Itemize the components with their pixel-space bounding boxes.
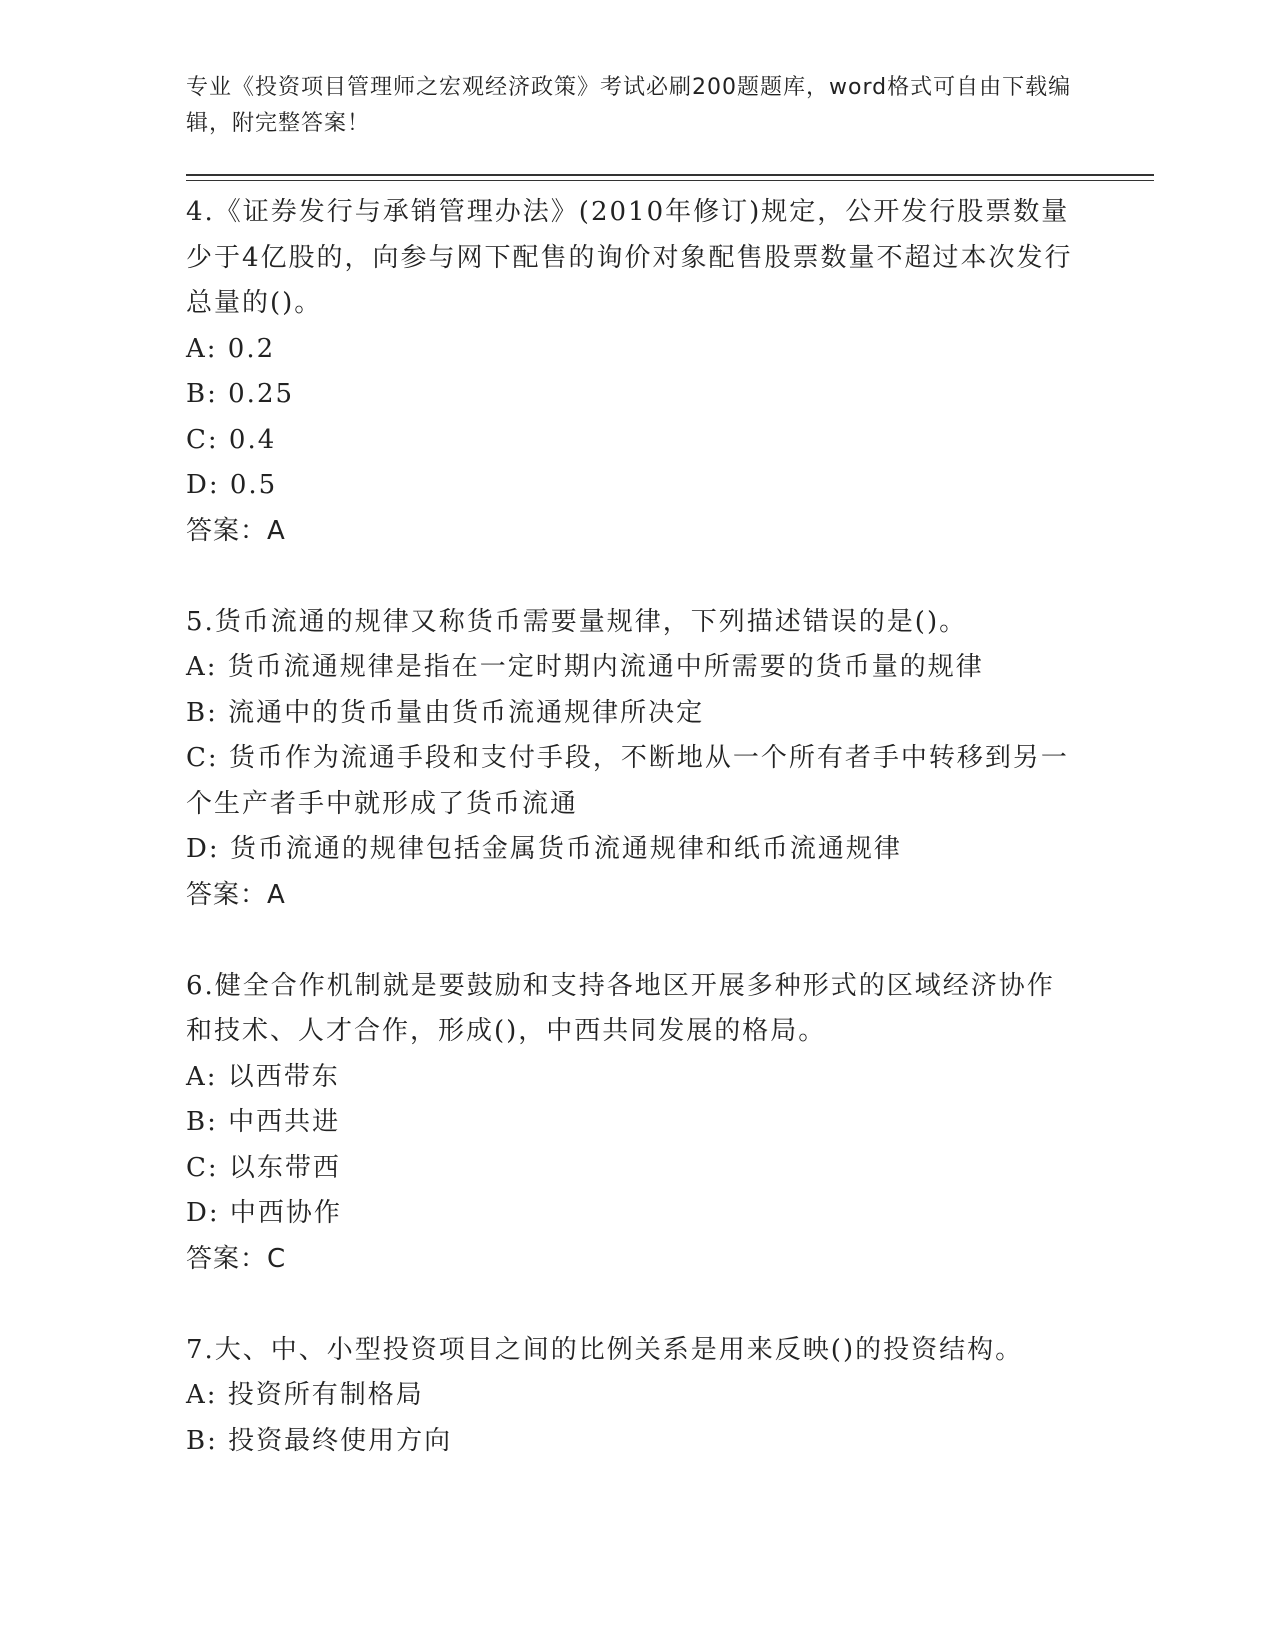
question-list bbox=[186, 190, 1076, 1464]
option-a: A: 投资所有制格局 bbox=[186, 1380, 424, 1410]
answer-line: 答案：A bbox=[186, 515, 286, 546]
question-6 bbox=[186, 964, 1076, 1283]
option-d: D: 货币流通的规律包括金属货币流通规律和纸币流通规律 bbox=[186, 834, 902, 864]
spacer bbox=[186, 554, 1076, 600]
question-4 bbox=[186, 190, 1076, 554]
option-c: C: 货币作为流通手段和支付手段，不断地从一个所有者手中转移到另一个生产者手中就形成了货币流通 bbox=[186, 743, 1069, 819]
option-b: B: 流通中的货币量由货币流通规律所决定 bbox=[186, 697, 705, 728]
question-stem: 4.《证券发行与承销管理办法》(2010年修订)规定，公开发行股票数量少于4亿股的，向参与网下配售的询价对象配售股票数量不超过本次发行总量的()。 bbox=[186, 197, 1073, 318]
option-d: D: 0.5 bbox=[186, 470, 278, 500]
option-a: A: 以西带东 bbox=[186, 1061, 340, 1092]
option-a: A: 0.2 bbox=[186, 333, 276, 364]
option-c: C: 0.4 bbox=[186, 424, 277, 455]
option-b: B: 投资最终使用方向 bbox=[186, 1425, 453, 1456]
option-c: C: 以东带西 bbox=[186, 1152, 341, 1183]
header-divider-thick bbox=[186, 174, 1154, 176]
question-7 bbox=[186, 1328, 1076, 1465]
option-b: B: 中西共进 bbox=[186, 1107, 341, 1137]
option-a: A: 货币流通规律是指在一定时期内流通中所需要的货币量的规律 bbox=[186, 652, 984, 682]
question-stem: 5.货币流通的规律又称货币需要量规律，下列描述错误的是()。 bbox=[186, 606, 968, 637]
answer-line: 答案：C bbox=[186, 1243, 287, 1274]
spacer bbox=[186, 1282, 1076, 1328]
spacer bbox=[186, 918, 1076, 964]
header-divider-thin bbox=[186, 180, 1154, 181]
document-header: 专业《投资项目管理师之宏观经济政策》考试必刷200题题库，word格式可自由下载编辑，附完整答案！ bbox=[186, 75, 1072, 136]
option-d: D: 中西协作 bbox=[186, 1198, 342, 1228]
option-b: B: 0.25 bbox=[186, 379, 295, 409]
answer-line: 答案：A bbox=[186, 879, 286, 910]
question-stem: 6.健全合作机制就是要鼓励和支持各地区开展多种形式的区域经济协作和技术、人才合作，形成()，中西共同发展的格局。 bbox=[186, 970, 1055, 1046]
question-5 bbox=[186, 600, 1076, 919]
question-stem: 7.大、中、小型投资项目之间的比例关系是用来反映()的投资结构。 bbox=[186, 1334, 1024, 1365]
